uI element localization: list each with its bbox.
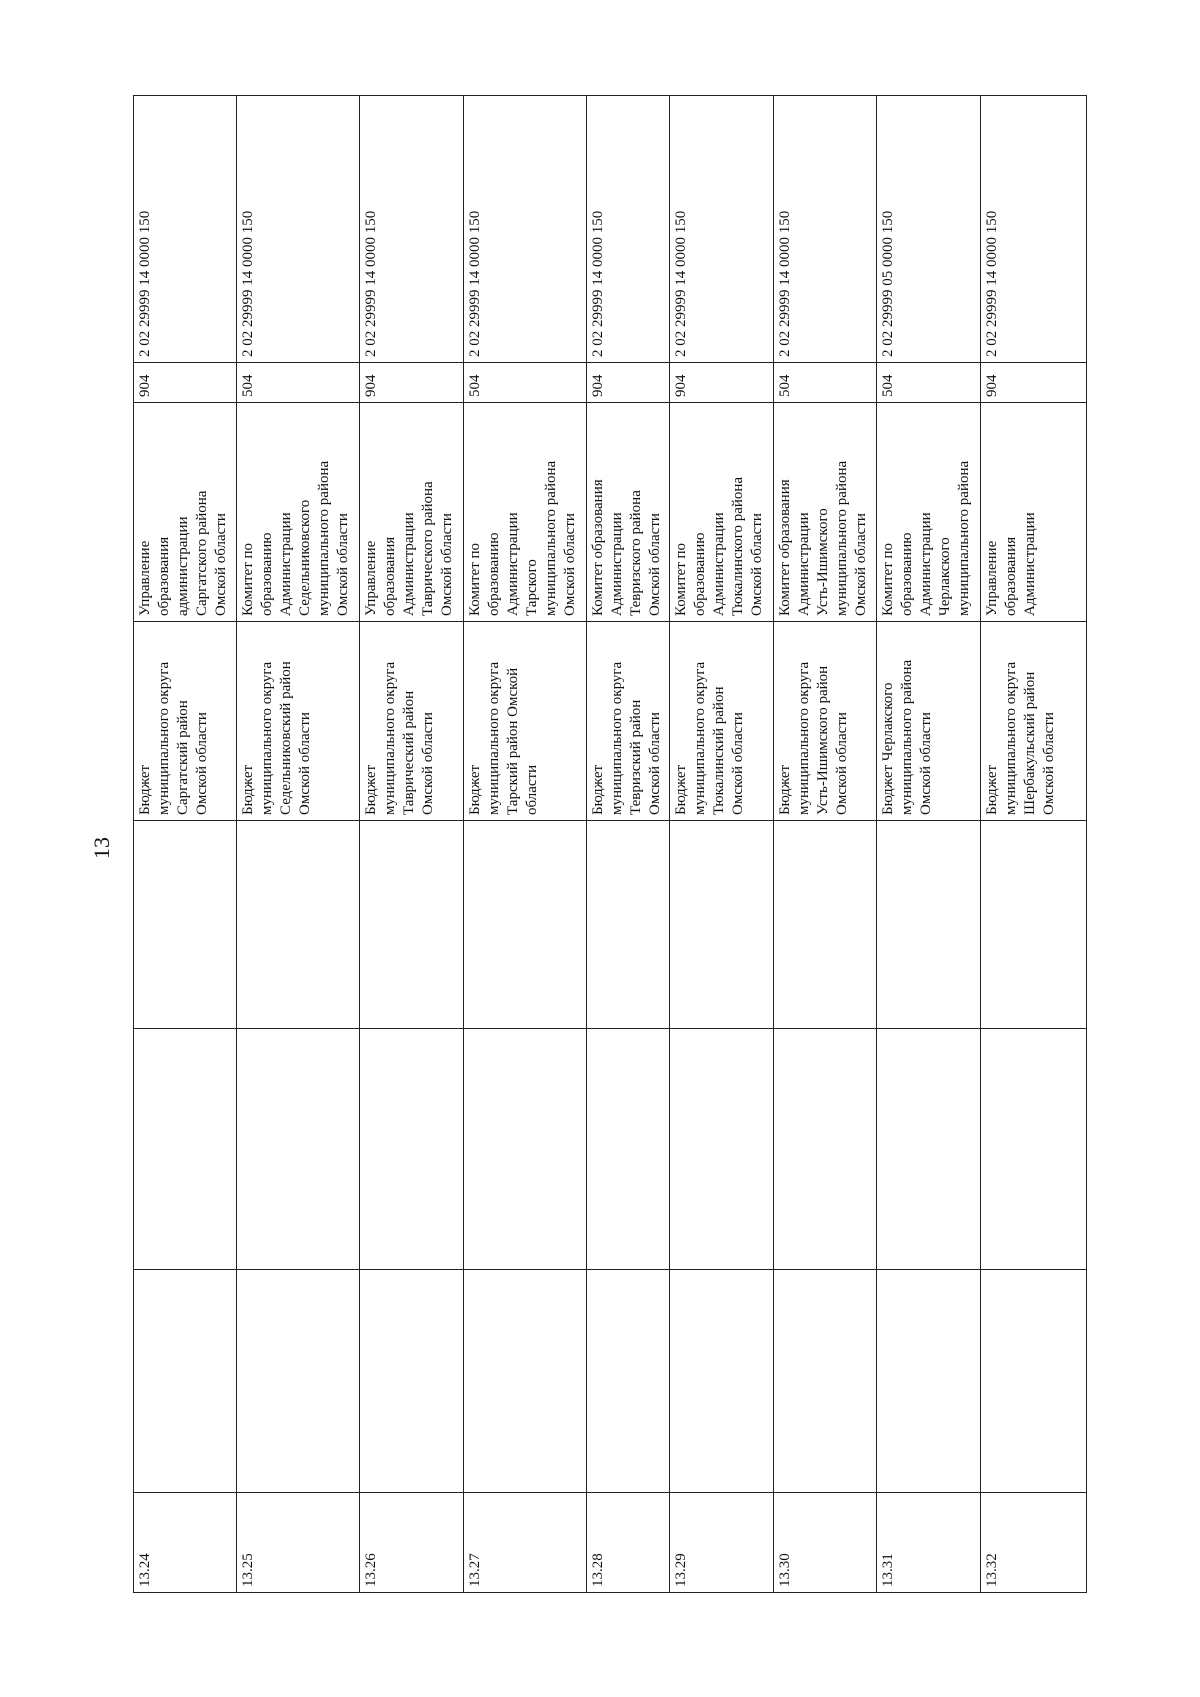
- empty-cell: [980, 1270, 1086, 1493]
- empty-cell: [463, 821, 586, 1029]
- budget-name-cell: Бюджет муниципального округа Тарский район Омской области: [463, 622, 586, 821]
- table-row: [463, 96, 586, 1593]
- admin-code-cell: 904: [980, 363, 1086, 403]
- empty-cell: [134, 1029, 237, 1270]
- budget-name-cell: Бюджет муниципального округа Усть-Ишимского район Омской области: [773, 622, 876, 821]
- empty-cell: [360, 821, 463, 1029]
- budget-name-cell: Бюджет муниципального округа Седельниковский район Омской области: [237, 622, 360, 821]
- table-row: [360, 96, 463, 1593]
- empty-cell: [463, 1270, 586, 1493]
- admin-code-cell: 504: [773, 363, 876, 403]
- row-number-cell: 13.32: [980, 1493, 1086, 1593]
- row-number-cell: 13.26: [360, 1493, 463, 1593]
- kbk-code-cell: 2 02 29999 14 0000 150: [773, 96, 876, 363]
- empty-cell: [877, 821, 980, 1029]
- empty-cell: [670, 1029, 773, 1270]
- authority-name-cell: Комитет по образованию Администрации Тарского муниципального района Омской области: [463, 403, 586, 622]
- empty-cell: [773, 1270, 876, 1493]
- budget-name-cell: Бюджет муниципального округа Саргатский район Омской области: [134, 622, 237, 821]
- kbk-code-cell: 2 02 29999 05 0000 150: [877, 96, 980, 363]
- authority-name-cell: Управление образования администрации Саргатского района Омской области: [134, 403, 237, 622]
- rotated-table-container: [133, 96, 1087, 1593]
- admin-code-cell: 904: [586, 363, 670, 403]
- kbk-code-cell: 2 02 29999 14 0000 150: [586, 96, 670, 363]
- row-number-cell: 13.29: [670, 1493, 773, 1593]
- row-number-cell: 13.30: [773, 1493, 876, 1593]
- empty-cell: [463, 1029, 586, 1270]
- authority-name-cell: Комитет образования Администрации Тевризского района Омской области: [586, 403, 670, 622]
- table-row: [134, 96, 237, 1593]
- row-number-cell: 13.31: [877, 1493, 980, 1593]
- table-row: [670, 96, 773, 1593]
- empty-cell: [237, 1270, 360, 1493]
- budget-name-cell: Бюджет муниципального округа Таврический район Омской области: [360, 622, 463, 821]
- admin-code-cell: 904: [360, 363, 463, 403]
- empty-cell: [773, 1029, 876, 1270]
- row-number-cell: 13.24: [134, 1493, 237, 1593]
- empty-cell: [360, 1270, 463, 1493]
- empty-cell: [670, 1270, 773, 1493]
- kbk-code-cell: 2 02 29999 14 0000 150: [463, 96, 586, 363]
- kbk-code-cell: 2 02 29999 14 0000 150: [360, 96, 463, 363]
- row-number-cell: 13.28: [586, 1493, 670, 1593]
- table-row: [237, 96, 360, 1593]
- table-row: [586, 96, 670, 1593]
- kbk-code-cell: 2 02 29999 14 0000 150: [237, 96, 360, 363]
- empty-cell: [586, 1270, 670, 1493]
- authority-name-cell: Комитет по образованию Администрации Черлакского муниципального района: [877, 403, 980, 622]
- authority-name-cell: Комитет по образованию Администрации Тюкалинского района Омской области: [670, 403, 773, 622]
- empty-cell: [670, 821, 773, 1029]
- page-number: 13: [89, 837, 114, 859]
- table-body: [134, 96, 1087, 1593]
- empty-cell: [360, 1029, 463, 1270]
- empty-cell: [980, 821, 1086, 1029]
- budget-name-cell: Бюджет муниципального округа Тевризский район Омской области: [586, 622, 670, 821]
- authority-name-cell: Управление образования Администрации Таврического района Омской области: [360, 403, 463, 622]
- empty-cell: [586, 821, 670, 1029]
- admin-code-cell: 504: [877, 363, 980, 403]
- empty-cell: [877, 1029, 980, 1270]
- row-number-cell: 13.25: [237, 1493, 360, 1593]
- table-row: [980, 96, 1086, 1593]
- authority-name-cell: Комитет образования Администрации Усть-Ишимского муниципального района Омской области: [773, 403, 876, 622]
- admin-code-cell: 504: [237, 363, 360, 403]
- empty-cell: [877, 1270, 980, 1493]
- budget-name-cell: Бюджет муниципального округа Шербакульский район Омской области: [980, 622, 1086, 821]
- empty-cell: [586, 1029, 670, 1270]
- kbk-code-cell: 2 02 29999 14 0000 150: [670, 96, 773, 363]
- kbk-code-cell: 2 02 29999 14 0000 150: [980, 96, 1086, 363]
- admin-code-cell: 504: [463, 363, 586, 403]
- budget-name-cell: Бюджет Черлакского муниципального района Омской области: [877, 622, 980, 821]
- table-row: [773, 96, 876, 1593]
- kbk-code-cell: 2 02 29999 14 0000 150: [134, 96, 237, 363]
- subsidy-distribution-table: [133, 95, 1087, 1593]
- admin-code-cell: 904: [134, 363, 237, 403]
- row-number-cell: 13.27: [463, 1493, 586, 1593]
- empty-cell: [134, 1270, 237, 1493]
- empty-cell: [237, 1029, 360, 1270]
- empty-cell: [237, 821, 360, 1029]
- table-row: [877, 96, 980, 1593]
- empty-cell: [134, 821, 237, 1029]
- authority-name-cell: Управление образования Администрации: [980, 403, 1086, 622]
- budget-name-cell: Бюджет муниципального округа Тюкалинский район Омской области: [670, 622, 773, 821]
- authority-name-cell: Комитет по образованию Администрации Седельниковского муниципального района Омской области: [237, 403, 360, 622]
- empty-cell: [980, 1029, 1086, 1270]
- admin-code-cell: 904: [670, 363, 773, 403]
- empty-cell: [773, 821, 876, 1029]
